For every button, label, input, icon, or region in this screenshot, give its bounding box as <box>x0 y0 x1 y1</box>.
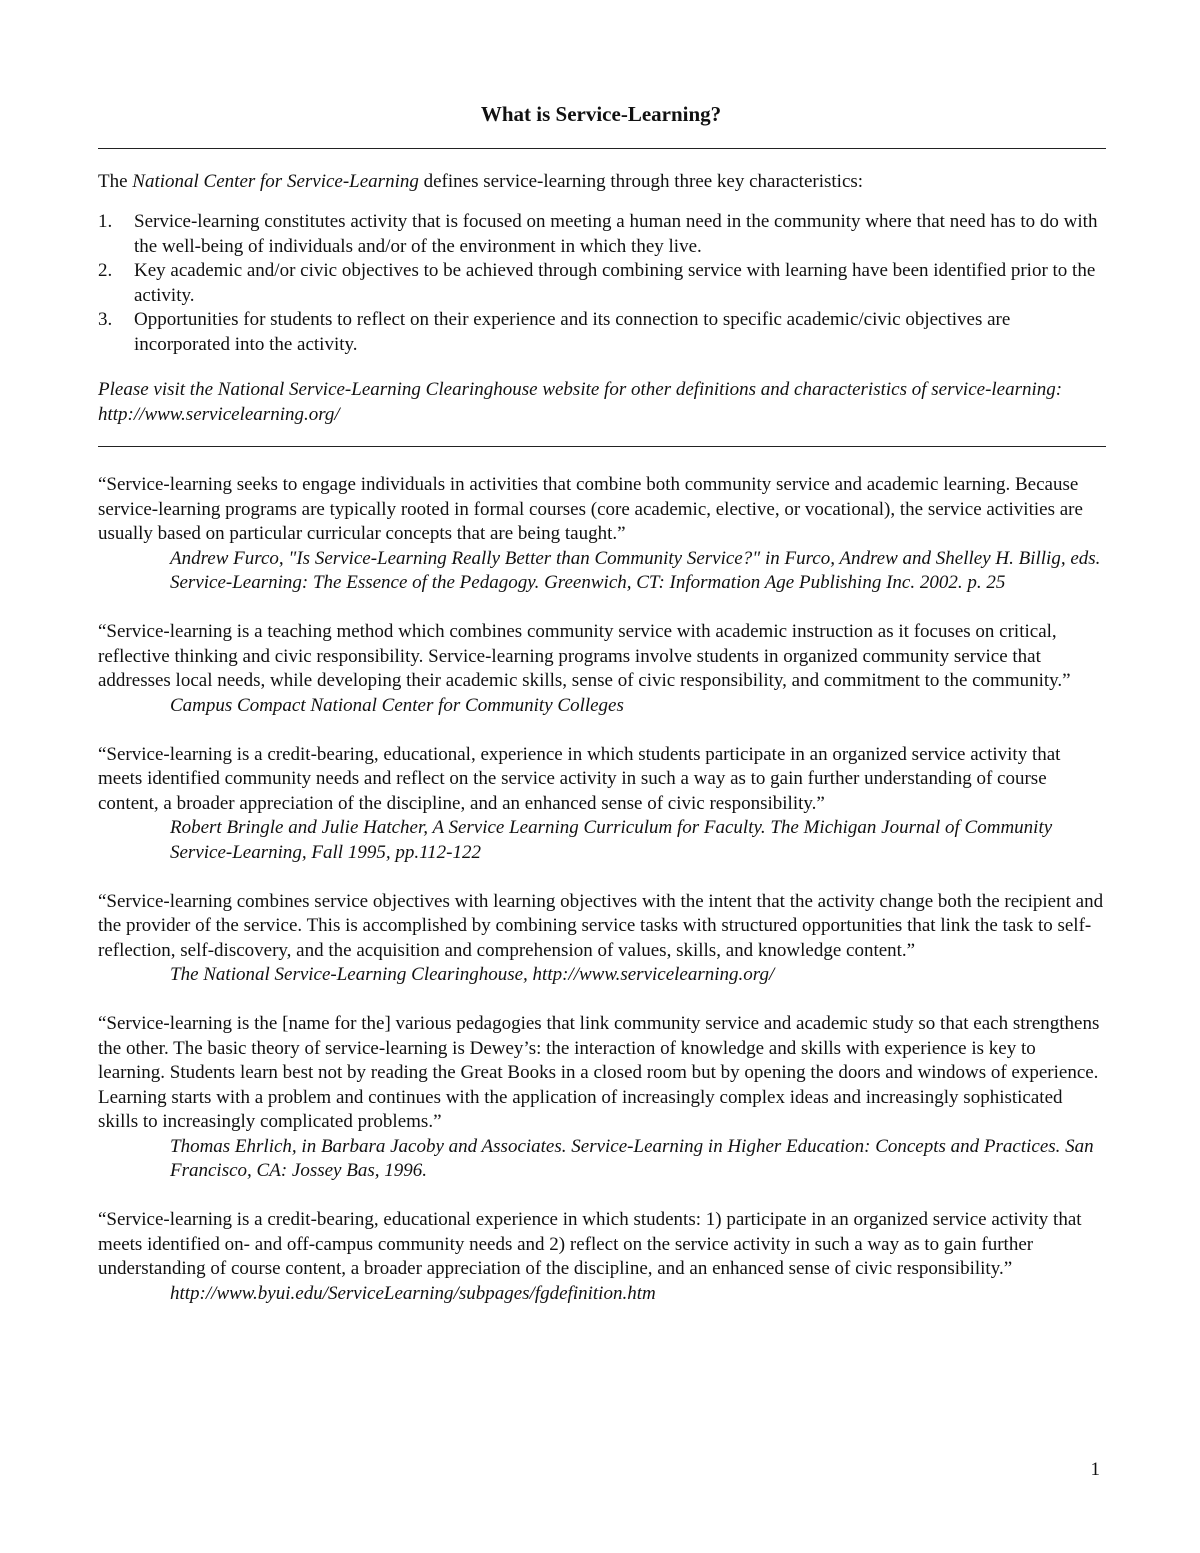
quote-text: “Service-learning is the [name for the] various pedagogies that link community service and academic study so that each strengthens the other. The basic theory of service-learning is Dewey’s: the interaction of knowledge and skills with experience is key to learning. Students learn best not by reading the Great Books in a closed room but by opening the doors and windows of experience. Learning starts with a problem and continues with the application of increasingly complex ideas and increasingly sophisticated skills to increasingly complicated problems.” <box>98 1013 1100 1132</box>
intro-organization: National Center for Service-Learning <box>132 171 419 192</box>
quote-source: Campus Compact National Center for Community Colleges <box>170 694 624 716</box>
top-divider <box>98 148 1106 149</box>
characteristics-list <box>98 210 1106 357</box>
list-item-number: 3. <box>98 309 113 330</box>
quote-block <box>98 1012 1106 1184</box>
quote-source: Thomas Ehrlich, in Barbara Jacoby and Associates. Service-Learning in Higher Education: Concepts and Practices. San Francisco, CA: Jossey Bas, 1996. <box>170 1135 1094 1181</box>
list-item <box>98 210 1106 259</box>
quote-text: “Service-learning is a credit-bearing, educational, experience in which students participate in an organized service activity that meets identified community needs and reflect on the service activity in such a way as to gain further understanding of course content, a broader appreciation of the discipline, and an enhanced sense of civic responsibility.” <box>98 743 1061 814</box>
list-item-text: Opportunities for students to reflect on their experience and its connection to specific academic/civic objectives are incorporated into the activity. <box>134 309 1011 355</box>
quote-source: The National Service-Learning Clearinghouse, http://www.servicelearning.org/ <box>170 964 775 985</box>
intro-suffix: defines service-learning through three key characteristics: <box>418 171 864 192</box>
list-item <box>98 259 1106 308</box>
clearinghouse-note: Please visit the National Service-Learning Clearinghouse website for other definitions and characteristics of service-learning: http://www.servicelearning.org/ <box>98 379 1063 425</box>
quote-source: http://www.byui.edu/ServiceLearning/subpages/fgdefinition.htm <box>170 1282 656 1304</box>
quote-block <box>98 1208 1106 1306</box>
quote-block <box>98 743 1106 866</box>
list-item-number: 2. <box>98 260 113 281</box>
list-item-number: 1. <box>98 211 113 232</box>
quotes-section <box>98 473 1106 1331</box>
bottom-divider <box>98 446 1106 447</box>
quote-source: Robert Bringle and Julie Hatcher, A Service Learning Curriculum for Faculty. The Michigan Journal of Community Service-Learning, Fall 1995, pp.112-122 <box>170 817 1053 863</box>
list-item-text: Service-learning constitutes activity that is focused on meeting a human need in the community where that need has to do with the well-being of individuals and/or of the environment in which they live. <box>134 211 1098 257</box>
quote-text: “Service-learning is a credit-bearing, educational experience in which students: 1) participate in an organized service activity that meets identified on- and off-campus community needs and 2) reflect on the service activity in such a way as to gain further understanding of course content, a broader appreciation of the discipline, and an enhanced sense of civic responsibility.” <box>98 1209 1082 1279</box>
quote-block <box>98 620 1106 718</box>
quote-text: “Service-learning seeks to engage individuals in activities that combine both community service and academic learning. Because service-learning programs are typically rooted in formal courses (core academic, elective, or vocational), the service activities are usually based on particular curricular concepts that are being taught.” <box>98 474 1083 544</box>
intro-paragraph <box>98 169 1106 194</box>
list-item <box>98 308 1106 357</box>
intro-prefix: The <box>98 171 133 192</box>
quote-text: “Service-learning combines service objectives with learning objectives with the intent that the activity change both the recipient and the provider of the service. This is accomplished by combining service tasks with structured opportunities that link the task to self-reflection, self-discovery, and the acquisition and comprehension of values, skills, and knowledge content.” <box>98 890 1104 961</box>
list-item-text: Key academic and/or civic objectives to be achieved through combining service with learning have been identified prior to the activity. <box>134 260 1096 306</box>
document-page <box>98 0 1106 1553</box>
quote-text: “Service-learning is a teaching method which combines community service with academic instruction as it focuses on critical, reflective thinking and civic responsibility. Service-learning programs involve students in organized community service that addresses local needs, while developing their academic skills, sense of civic responsibility, and commitment to the community.” <box>98 621 1071 691</box>
quote-block <box>98 473 1106 596</box>
quote-block <box>98 890 1106 988</box>
quote-source: Andrew Furco, "Is Service-Learning Really Better than Community Service?" in Furco, Andrew and Shelley H. Billig, eds. Service-Learning: The Essence of the Pedagogy. Greenwich, CT: Information Age Publishing Inc. 2002. p. 25 <box>170 547 1101 593</box>
page-number: 1 <box>1090 1459 1100 1480</box>
page-title: What is Service-Learning? <box>480 102 722 126</box>
